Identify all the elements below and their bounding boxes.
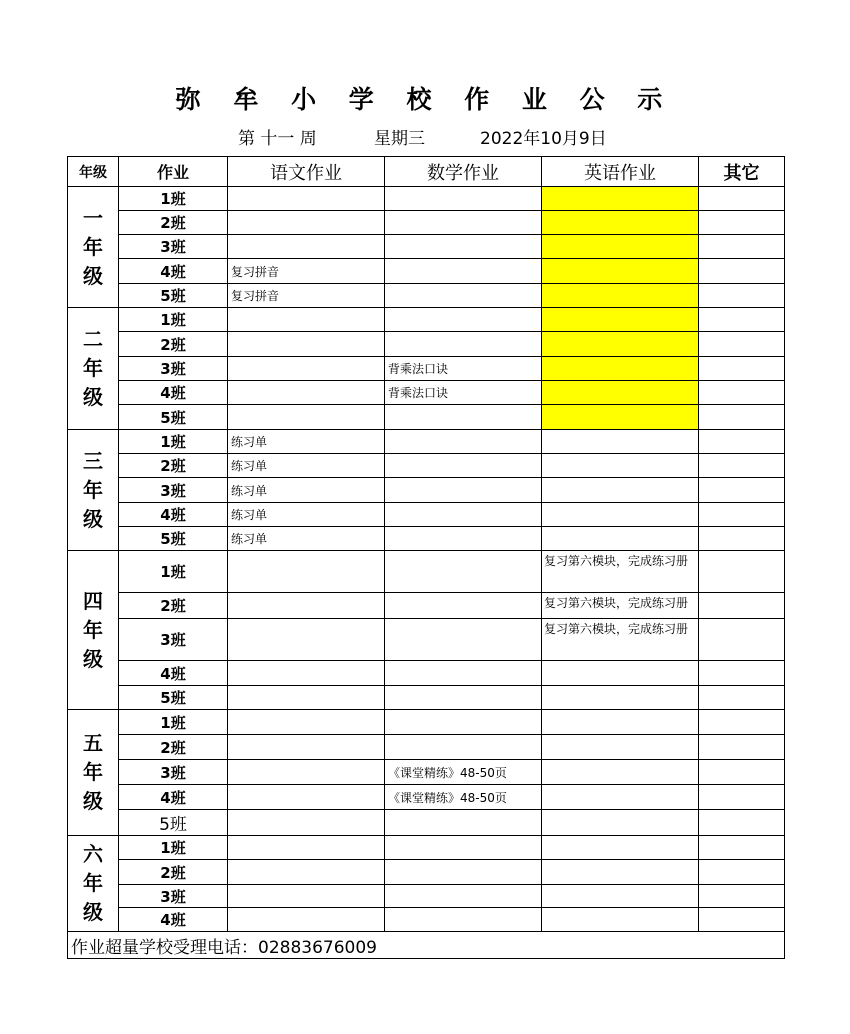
class-cell: 1班 [119, 710, 228, 735]
table-row [68, 710, 785, 735]
other-homework-cell [699, 332, 785, 357]
math-homework-cell: 背乘法口诀 [385, 381, 542, 405]
table-row [68, 405, 785, 430]
other-homework-cell [699, 760, 785, 785]
math-homework-cell [385, 405, 542, 430]
chinese-homework-cell [228, 405, 385, 430]
math-homework-cell [385, 332, 542, 357]
header-homework: 作业 [119, 157, 228, 187]
chinese-homework-cell [228, 760, 385, 785]
header-grade: 年级 [68, 157, 119, 187]
table-row [68, 478, 785, 503]
math-homework-cell [385, 908, 542, 932]
math-homework-cell [385, 551, 542, 593]
table-row [68, 860, 785, 885]
page-title: 弥 牟 小 学 校 作 业 公 示 [175, 85, 675, 114]
math-homework-cell [385, 836, 542, 860]
grade-cell: 三 年 级 [68, 430, 119, 551]
math-homework-cell [385, 593, 542, 619]
english-homework-cell [542, 381, 699, 405]
math-homework-cell [385, 308, 542, 332]
english-homework-cell [542, 760, 699, 785]
chinese-homework-cell [228, 710, 385, 735]
math-homework-cell [385, 211, 542, 235]
class-cell: 5班 [119, 284, 228, 308]
english-homework-cell: 复习第六模块，完成练习册 [542, 551, 699, 593]
class-cell: 2班 [119, 211, 228, 235]
class-cell: 2班 [119, 593, 228, 619]
other-homework-cell [699, 593, 785, 619]
other-homework-cell [699, 810, 785, 836]
class-cell: 1班 [119, 551, 228, 593]
grade-cell: 一 年 级 [68, 187, 119, 308]
english-homework-cell [542, 686, 699, 710]
class-cell: 5班 [119, 405, 228, 430]
chinese-homework-cell [228, 619, 385, 661]
math-homework-cell [385, 860, 542, 885]
other-homework-cell [699, 836, 785, 860]
other-homework-cell [699, 430, 785, 454]
english-homework-cell [542, 405, 699, 430]
other-homework-cell [699, 381, 785, 405]
class-cell: 5班 [119, 527, 228, 551]
math-homework-cell [385, 284, 542, 308]
class-cell: 3班 [119, 619, 228, 661]
other-homework-cell [699, 478, 785, 503]
class-cell: 4班 [119, 381, 228, 405]
chinese-homework-cell: 复习拼音 [228, 284, 385, 308]
english-homework-cell [542, 860, 699, 885]
other-homework-cell [699, 357, 785, 381]
header-chinese: 语文作业 [228, 157, 385, 187]
chinese-homework-cell [228, 661, 385, 686]
chinese-homework-cell [228, 332, 385, 357]
other-homework-cell [699, 259, 785, 284]
week-label: 第 十一 周 [238, 129, 317, 149]
class-cell: 1班 [119, 430, 228, 454]
chinese-homework-cell: 练习单 [228, 478, 385, 503]
other-homework-cell [699, 308, 785, 332]
class-cell: 1班 [119, 187, 228, 211]
chinese-homework-cell [228, 785, 385, 810]
other-homework-cell [699, 619, 785, 661]
table-row [68, 357, 785, 381]
table-row [68, 381, 785, 405]
table-row [68, 785, 785, 810]
chinese-homework-cell [228, 235, 385, 259]
math-homework-cell [385, 885, 542, 908]
chinese-homework-cell: 练习单 [228, 527, 385, 551]
chinese-homework-cell [228, 308, 385, 332]
chinese-homework-cell [228, 551, 385, 593]
class-cell: 3班 [119, 760, 228, 785]
english-homework-cell [542, 710, 699, 735]
other-homework-cell [699, 885, 785, 908]
class-cell: 3班 [119, 235, 228, 259]
other-homework-cell [699, 235, 785, 259]
class-cell: 3班 [119, 885, 228, 908]
math-homework-cell [385, 735, 542, 760]
english-homework-cell [542, 308, 699, 332]
other-homework-cell [699, 686, 785, 710]
english-homework-cell [542, 357, 699, 381]
class-cell: 3班 [119, 478, 228, 503]
other-homework-cell [699, 405, 785, 430]
table-row [68, 760, 785, 785]
other-homework-cell [699, 527, 785, 551]
table-row [68, 284, 785, 308]
math-homework-cell [385, 503, 542, 527]
chinese-homework-cell [228, 735, 385, 760]
english-homework-cell: 复习第六模块，完成练习册 [542, 619, 699, 661]
other-homework-cell [699, 454, 785, 478]
chinese-homework-cell: 练习单 [228, 454, 385, 478]
table-row [68, 836, 785, 860]
table-row [68, 885, 785, 908]
math-homework-cell [385, 430, 542, 454]
header-row [68, 157, 785, 187]
class-cell: 5班 [119, 810, 228, 836]
table-row [68, 187, 785, 211]
complaint-hotline: 作业超量学校受理电话：02883676009 [68, 932, 785, 959]
math-homework-cell [385, 187, 542, 211]
chinese-homework-cell [228, 885, 385, 908]
math-homework-cell [385, 454, 542, 478]
grade-cell: 六 年 级 [68, 836, 119, 932]
chinese-homework-cell [228, 836, 385, 860]
english-homework-cell [542, 885, 699, 908]
class-cell: 3班 [119, 357, 228, 381]
weekday-label: 星期三 [374, 129, 425, 149]
grade-cell: 四 年 级 [68, 551, 119, 710]
english-homework-cell [542, 810, 699, 836]
english-homework-cell [542, 836, 699, 860]
header-english: 英语作业 [542, 157, 699, 187]
english-homework-cell [542, 478, 699, 503]
homework-table [67, 156, 785, 959]
table-row [68, 235, 785, 259]
other-homework-cell [699, 187, 785, 211]
math-homework-cell [385, 810, 542, 836]
table-row [68, 527, 785, 551]
class-cell: 4班 [119, 785, 228, 810]
table-row [68, 619, 785, 661]
header-other: 其它 [699, 157, 785, 187]
table-row [68, 810, 785, 836]
math-homework-cell: 《课堂精练》48-50页 [385, 760, 542, 785]
table-row [68, 259, 785, 284]
other-homework-cell [699, 211, 785, 235]
chinese-homework-cell [228, 187, 385, 211]
date-label: 2022年10月9日 [480, 129, 607, 149]
table-row [68, 430, 785, 454]
class-cell: 1班 [119, 836, 228, 860]
other-homework-cell [699, 284, 785, 308]
table-row [68, 308, 785, 332]
chinese-homework-cell [228, 860, 385, 885]
other-homework-cell [699, 860, 785, 885]
english-homework-cell [542, 259, 699, 284]
english-homework-cell [542, 211, 699, 235]
math-homework-cell [385, 478, 542, 503]
class-cell: 4班 [119, 503, 228, 527]
other-homework-cell [699, 503, 785, 527]
class-cell: 2班 [119, 332, 228, 357]
table-row [68, 551, 785, 593]
math-homework-cell [385, 686, 542, 710]
chinese-homework-cell [228, 810, 385, 836]
class-cell: 2班 [119, 860, 228, 885]
other-homework-cell [699, 785, 785, 810]
other-homework-cell [699, 661, 785, 686]
table-row [68, 735, 785, 760]
table-row [68, 332, 785, 357]
table-row [68, 593, 785, 619]
chinese-homework-cell [228, 211, 385, 235]
chinese-homework-cell [228, 686, 385, 710]
footer-row [68, 932, 785, 959]
english-homework-cell [542, 785, 699, 810]
math-homework-cell [385, 661, 542, 686]
class-cell: 4班 [119, 259, 228, 284]
class-cell: 5班 [119, 686, 228, 710]
chinese-homework-cell: 练习单 [228, 430, 385, 454]
class-cell: 2班 [119, 454, 228, 478]
english-homework-cell [542, 430, 699, 454]
other-homework-cell [699, 551, 785, 593]
math-homework-cell: 《课堂精练》48-50页 [385, 785, 542, 810]
chinese-homework-cell: 练习单 [228, 503, 385, 527]
table-row [68, 503, 785, 527]
chinese-homework-cell: 复习拼音 [228, 259, 385, 284]
class-cell: 4班 [119, 661, 228, 686]
class-cell: 1班 [119, 308, 228, 332]
chinese-homework-cell [228, 908, 385, 932]
table-row [68, 908, 785, 932]
english-homework-cell: 复习第六模块，完成练习册 [542, 593, 699, 619]
english-homework-cell [542, 284, 699, 308]
header-math: 数学作业 [385, 157, 542, 187]
english-homework-cell [542, 235, 699, 259]
chinese-homework-cell [228, 593, 385, 619]
other-homework-cell [699, 908, 785, 932]
english-homework-cell [542, 503, 699, 527]
chinese-homework-cell [228, 381, 385, 405]
english-homework-cell [542, 908, 699, 932]
math-homework-cell [385, 619, 542, 661]
grade-cell: 五 年 级 [68, 710, 119, 836]
table-row [68, 686, 785, 710]
english-homework-cell [542, 187, 699, 211]
english-homework-cell [542, 661, 699, 686]
class-cell: 4班 [119, 908, 228, 932]
class-cell: 2班 [119, 735, 228, 760]
other-homework-cell [699, 710, 785, 735]
english-homework-cell [542, 454, 699, 478]
english-homework-cell [542, 527, 699, 551]
math-homework-cell: 背乘法口诀 [385, 357, 542, 381]
table-row [68, 454, 785, 478]
grade-cell: 二 年 级 [68, 308, 119, 430]
math-homework-cell [385, 527, 542, 551]
table-row [68, 661, 785, 686]
table-row [68, 211, 785, 235]
other-homework-cell [699, 735, 785, 760]
math-homework-cell [385, 259, 542, 284]
math-homework-cell [385, 235, 542, 259]
english-homework-cell [542, 332, 699, 357]
chinese-homework-cell [228, 357, 385, 381]
math-homework-cell [385, 710, 542, 735]
english-homework-cell [542, 735, 699, 760]
